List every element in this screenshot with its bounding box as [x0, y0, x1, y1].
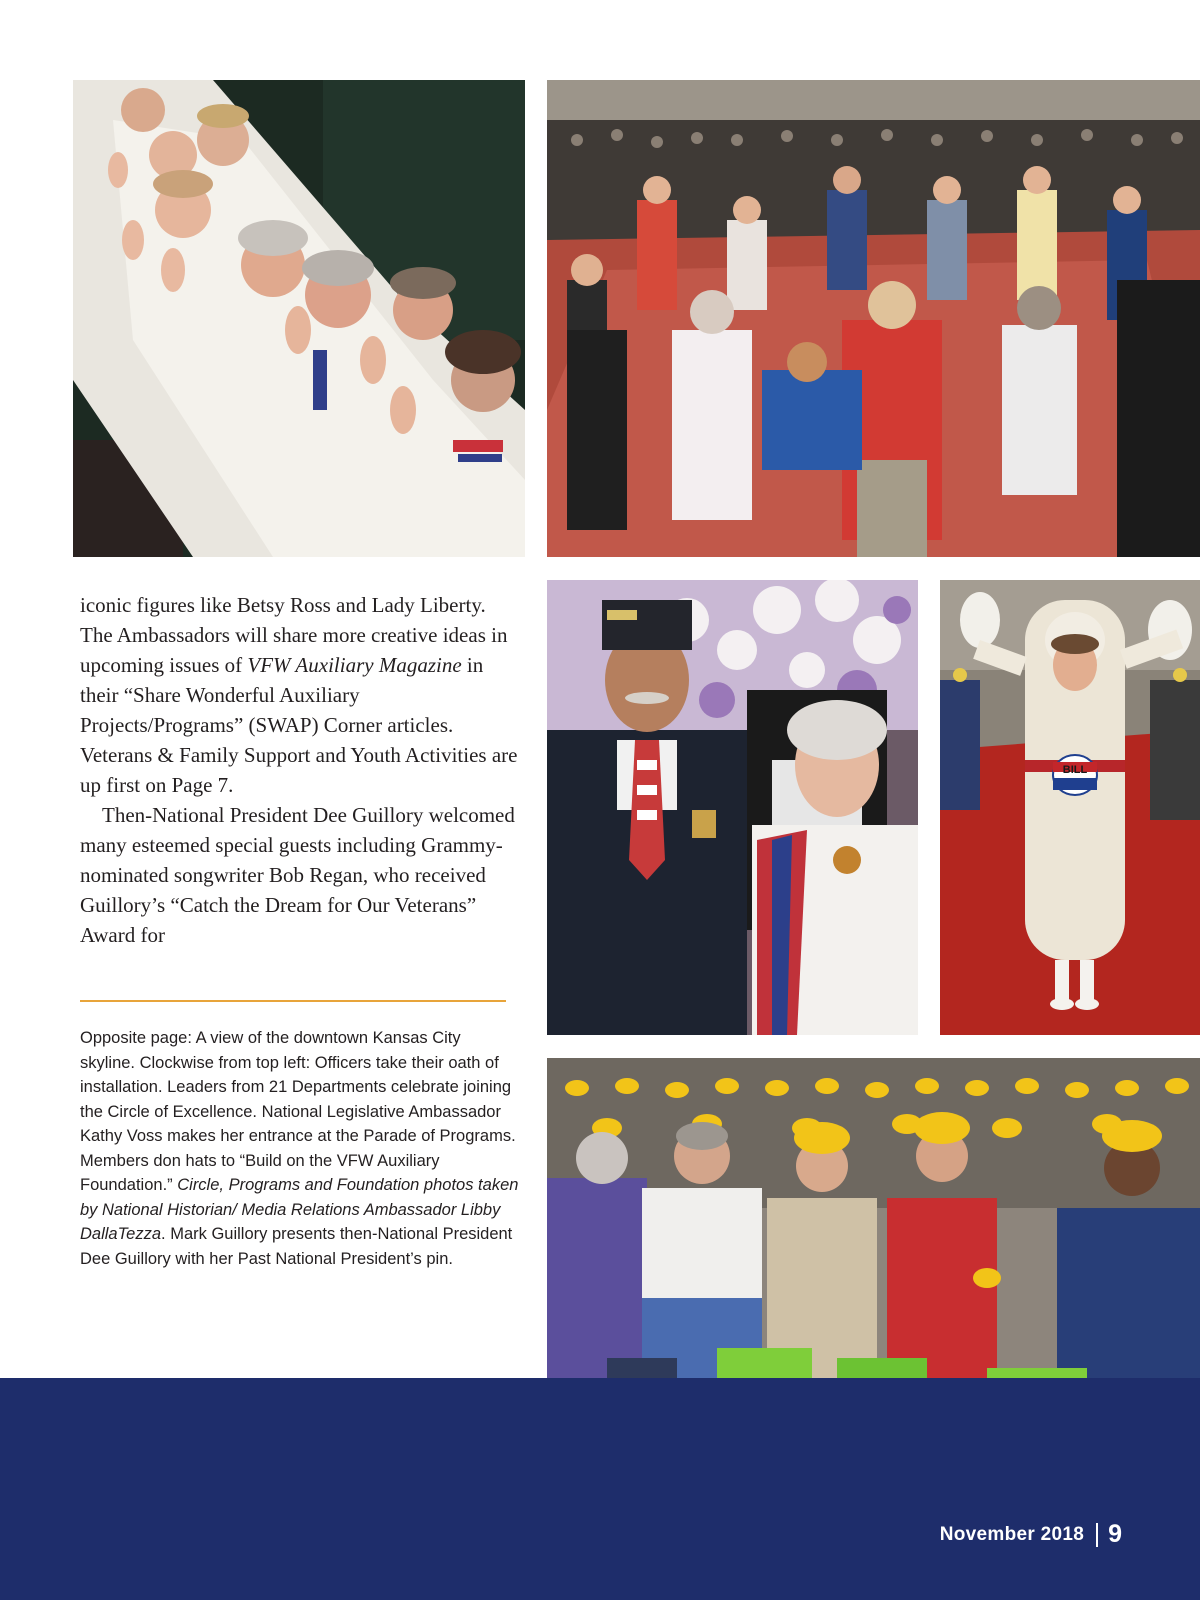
- photo-circle-of-excellence: [547, 80, 1200, 557]
- caption-divider: [80, 1000, 506, 1002]
- folio-divider: [1096, 1523, 1098, 1547]
- issue-date: November 2018: [939, 1523, 1085, 1545]
- photo-credit: Circle, Programs and Foundation photos taken by National Historian/ Media Relations Ambassador Libby DallaTezza: [80, 1176, 519, 1243]
- page-number: 9: [1108, 1520, 1122, 1548]
- photo-guillory-pin: [547, 580, 918, 1035]
- footer-band: [0, 1378, 1200, 1600]
- article-paragraph: Then-National President Dee Guillory welcomed many esteemed special guests including Grammy-nominated songwriter Bob Regan, who received Guillory’s “Catch the Dream for Our Veterans” Award for: [80, 803, 515, 947]
- photo-officers-oath: [73, 80, 525, 557]
- magazine-title: VFW Auxiliary Magazine: [247, 653, 462, 677]
- photo-caption: Opposite page: A view of the downtown Kansas City skyline. Clockwise from top left: Officers take their oath of installation. Leaders from 21 Departments celebrate joining the Circle of Excellence. National Legislative Ambassador Kathy Voss makes her entrance at the Parade of Programs. Members don hats to “Build on the VFW Auxiliary Foundation.” Circle, Programs and Foundation photos taken by National Historian/ Media Relations Ambassador Libby DallaTezza. Mark Guillory presents then-National President Dee Guillory with her Past National President’s pin.: [80, 1029, 519, 1268]
- page-folio: [940, 1520, 1122, 1549]
- photo-costume-entrance: [940, 580, 1200, 1035]
- article-paragraph: iconic figures like Betsy Ross and Lady Liberty. The Ambassadors will share more creative ideas in upcoming issues of VFW Auxiliary Magazine in their “Share Wonderful Auxiliary Projects/Programs” (SWAP) Corner articles. Veterans & Family Support and Youth Activities are up first on Page 7.: [80, 593, 518, 797]
- costume-badge-text: BILL: [1062, 764, 1088, 776]
- article-body: [80, 590, 520, 950]
